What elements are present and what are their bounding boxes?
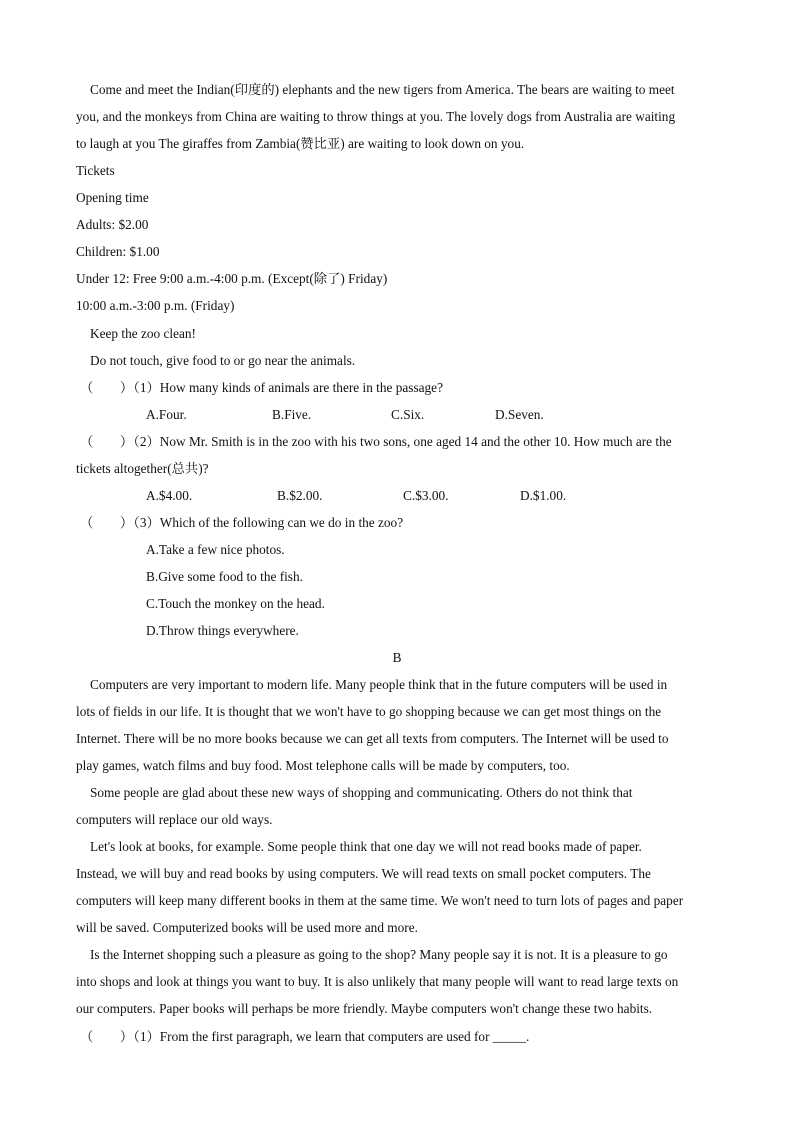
passage-b-p1-line-3: Internet. There will be no more books because we can get all texts from computers. The Internet will be used to [76,731,669,746]
passage-a-line-1: Come and meet the Indian(印度的) elephants and the new tigers from America. The bears are waiting to meet [90,82,675,97]
passage-b-p1-line-2: lots of fields in our life. It is thought that we won't have to go shopping because we can get most things on the [76,704,662,719]
question-b1-stem: （ ）（1）From the first paragraph, we learn that computers are used for _____. [80,1029,530,1044]
question-a1-option-d[interactable]: D.Seven. [495,407,544,422]
friday-hours: 10:00 a.m.-3:00 p.m. (Friday) [76,298,235,313]
passage-b-p3-line-4: will be saved. Computerized books will be used more and more. [76,920,418,935]
passage-b-p1-line-4: play games, watch films and buy food. Most telephone calls will be made by computers, too. [76,758,570,773]
under-12-hours: Under 12: Free 9:00 a.m.-4:00 p.m. (Except(除了) Friday) [76,271,388,286]
question-a2-option-d[interactable]: D.$1.00. [520,488,567,503]
question-a2-option-b[interactable]: B.$2.00. [277,488,323,503]
question-a1-option-b[interactable]: B.Five. [272,407,312,422]
question-a3-option-d[interactable]: D.Throw things everywhere. [146,623,299,638]
tickets-heading: Tickets [76,163,115,178]
question-a2-option-a[interactable]: A.$4.00. [146,488,193,503]
passage-b-p2-line-1: Some people are glad about these new ways of shopping and communicating. Others do not think that [90,785,633,800]
question-a3-option-b[interactable]: B.Give some food to the fish. [146,569,303,584]
passage-a-line-2: you, and the monkeys from China are waiting to throw things at you. The lovely dogs from Australia are waiting [76,109,676,124]
rule-no-touch: Do not touch, give food to or go near the animals. [90,353,356,368]
passage-b-p4-line-2: into shops and look at things you want to buy. It is also unlikely that many people will want to read large texts on [76,974,679,989]
passage-b-p1-line-1: Computers are very important to modern life. Many people think that in the future computers will be used in [90,677,668,692]
question-a1-stem: （ ）（1）How many kinds of animals are there in the passage? [80,380,443,395]
passage-a-line-3: to laugh at you The giraffes from Zambia(赞比亚) are waiting to look down on you. [76,136,525,151]
question-a1-option-a[interactable]: A.Four. [146,407,187,422]
question-a3-option-c[interactable]: C.Touch the monkey on the head. [146,596,325,611]
children-price: Children: $1.00 [76,244,160,259]
question-a1-option-c[interactable]: C.Six. [391,407,425,422]
passage-b-p3-line-2: Instead, we will buy and read books by using computers. We will read texts on small pocket computers. The [76,866,651,881]
section-b-heading: B [392,650,402,665]
question-a2-stem-continued: tickets altogether(总共)? [76,461,209,476]
question-a3-option-a[interactable]: A.Take a few nice photos. [146,542,285,557]
rule-keep-clean: Keep the zoo clean! [90,326,196,341]
question-a2-stem: （ ）（2）Now Mr. Smith is in the zoo with his two sons, one aged 14 and the other 10. How much are the [80,434,672,449]
passage-b-p4-line-3: our computers. Paper books will perhaps be more friendly. Maybe computers won't change these two habits. [76,1001,653,1016]
question-a2-option-c[interactable]: C.$3.00. [403,488,449,503]
passage-b-p3-line-3: computers will keep many different books in them at the same time. We won't need to turn lots of pages and paper [76,893,684,908]
passage-b-p3-line-1: Let's look at books, for example. Some people think that one day we will not read books made of paper. [90,839,642,854]
opening-time-heading: Opening time [76,190,149,205]
adults-price: Adults: $2.00 [76,217,149,232]
passage-b-p2-line-2: computers will replace our old ways. [76,812,273,827]
question-a3-stem: （ ）（3）Which of the following can we do in the zoo? [80,515,404,530]
passage-b-p4-line-1: Is the Internet shopping such a pleasure as going to the shop? Many people say it is not. It is a pleasure to go [90,947,668,962]
